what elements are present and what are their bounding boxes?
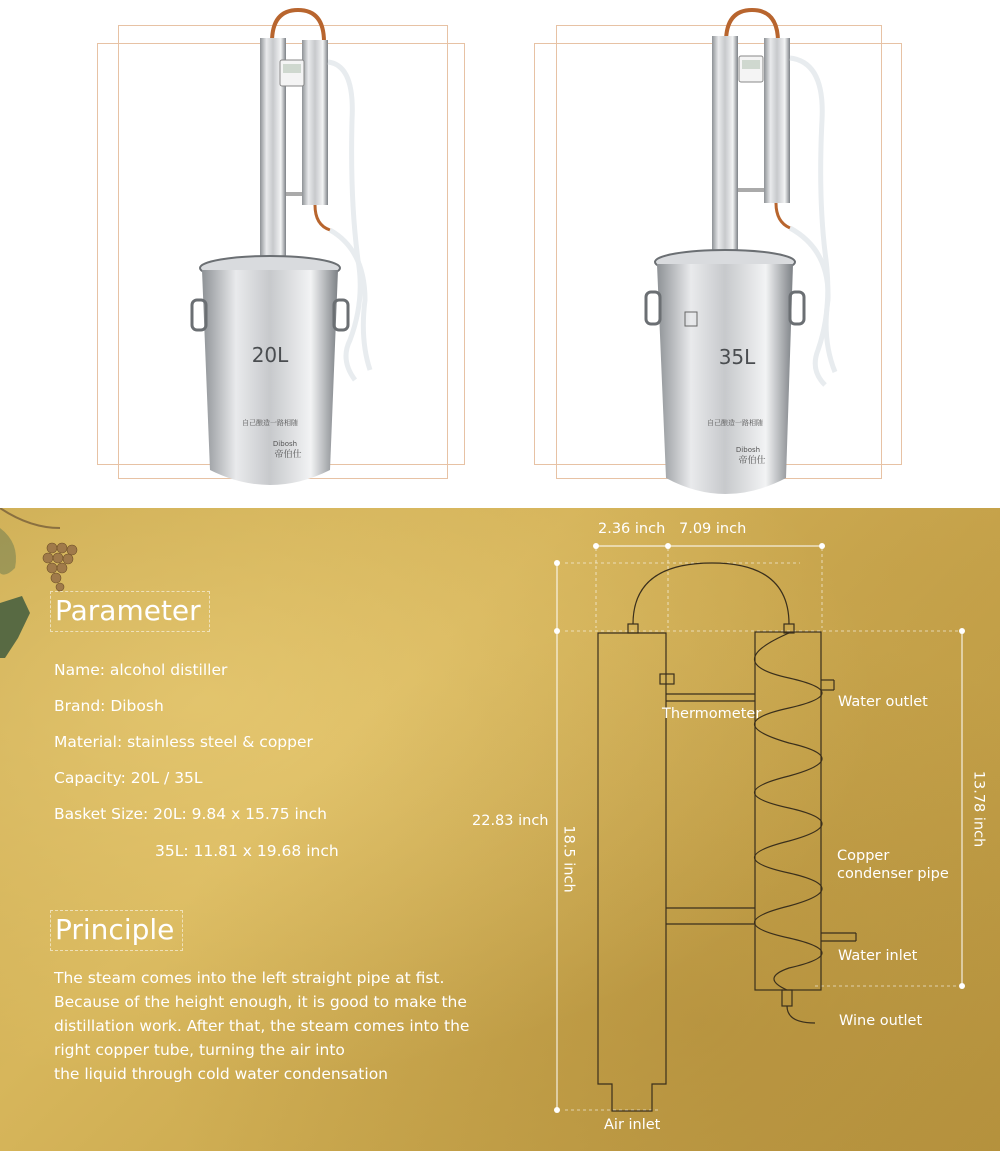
dim-column-height: 18.5 inch — [560, 825, 577, 893]
parameter-heading: Parameter — [50, 591, 210, 632]
dim-right-width: 7.09 inch — [679, 521, 747, 537]
principle-heading: Principle — [50, 910, 183, 951]
label-thermometer: Thermometer — [662, 706, 762, 722]
label-water-outlet: Water outlet — [838, 694, 928, 710]
principle-line: the liquid through cold water condensation — [54, 1065, 388, 1083]
slogan-20l: 自己酿造一路相随 — [242, 419, 298, 427]
product-photos-section — [0, 0, 1000, 508]
brand-mark-35l: Dibosh — [735, 446, 761, 454]
param-name: Name: alcohol distiller — [54, 661, 228, 679]
slogan-35l: 自己酿造一路相随 — [707, 419, 763, 427]
principle-line: distillation work. After that, the steam comes into the — [54, 1017, 470, 1035]
brand-mark-20l: Dibosh — [272, 440, 298, 448]
label-copper: Copper — [837, 848, 890, 864]
brand-cn-35l: 帝伯仕 — [738, 456, 766, 466]
param-brand: Brand: Dibosh — [54, 697, 164, 715]
dim-total-height: 22.83 inch — [472, 813, 549, 829]
info-panel — [0, 508, 1000, 1151]
capacity-label-20l: 20L — [251, 343, 289, 367]
param-basket-20l: Basket Size: 20L: 9.84 x 15.75 inch — [54, 805, 327, 823]
label-condenser-pipe: condenser pipe — [837, 866, 949, 882]
distiller-schematic — [0, 508, 1000, 1151]
distiller-35l-photo — [640, 0, 870, 505]
dim-left-width: 2.36 inch — [598, 521, 666, 537]
distiller-20l-photo — [180, 0, 400, 500]
label-air-inlet: Air inlet — [604, 1117, 661, 1133]
principle-line: The steam comes into the left straight pipe at fist. — [54, 969, 445, 987]
capacity-label-35l: 35L — [718, 345, 756, 369]
principle-line: Because of the height enough, it is good to make the — [54, 993, 467, 1011]
brand-cn-20l: 帝伯仕 — [274, 450, 302, 460]
label-water-inlet: Water inlet — [838, 948, 918, 964]
label-wine-outlet: Wine outlet — [839, 1013, 923, 1029]
param-basket-35l: 35L: 11.81 x 19.68 inch — [155, 842, 339, 860]
dim-condenser-height: 13.78 inch — [970, 770, 987, 848]
param-material: Material: stainless steel & copper — [54, 733, 313, 751]
param-capacity: Capacity: 20L / 35L — [54, 769, 203, 787]
principle-line: right copper tube, turning the air into — [54, 1041, 345, 1059]
